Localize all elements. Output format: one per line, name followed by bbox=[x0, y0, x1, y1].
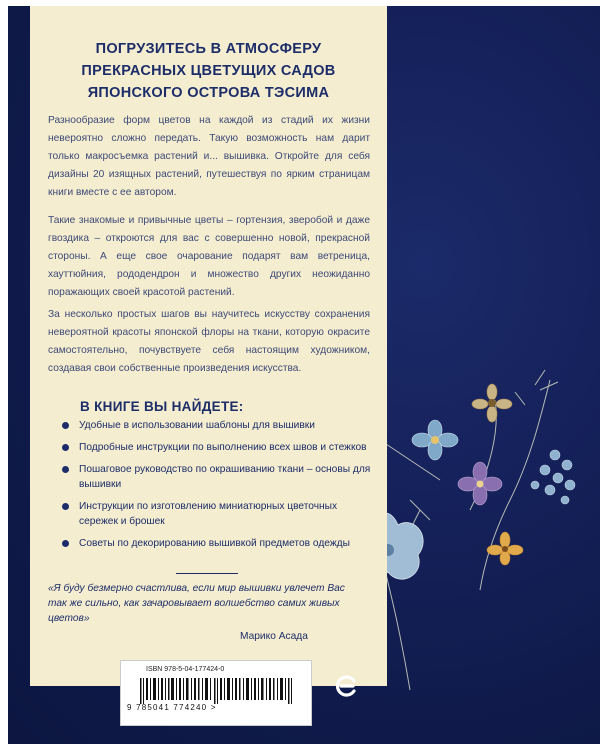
list-item-text: Инструкции по изготовлению миниатюрных цветочных сережек и брошек bbox=[79, 501, 338, 527]
list-item-text: Пошаговое руководство по окрашиванию ткани – основы для вышивки bbox=[79, 464, 371, 490]
publisher-logo-icon bbox=[333, 672, 361, 700]
description-paragraph: Разнообразие форм цветов на каждой из стадий их жизни невероятно сложно передать. Такую возможность нам дарит только макросъемка растений и... вышивка. Откройте для себя дизайны 20 изящных растений, путешествуя по ярким страницам книги вместе с ее автором. bbox=[48, 115, 370, 198]
bullet-icon bbox=[62, 503, 69, 510]
author-name: Марико Асада bbox=[240, 631, 308, 642]
heading-line: ПОГРУЗИТЕСЬ В АТМОСФЕРУ bbox=[95, 41, 322, 57]
list-item-text: Подробные инструкции по выполнению всех швов и стежков bbox=[79, 442, 367, 453]
list-item-text: Советы по декорированию вышивкой предметов одежды bbox=[79, 538, 350, 549]
cover-heading bbox=[45, 38, 372, 104]
description-paragraph: Такие знакомые и привычные цветы – гортензия, зверобой и даже гвоздика – откроются для вас с совершенно новой, прекрасной стороны. А еще свое очарование подарят вам ветреница, хауттюйния, рододендрон и множество других неожиданно поражающих своей красотой растений. bbox=[48, 215, 370, 298]
bullet-icon bbox=[62, 540, 69, 547]
barcode-image bbox=[140, 678, 300, 704]
author-quote: «Я буду безмерно счастлива, если мир вышивки увлечет Вас так же сильно, как зачаровывает волшебство самих живых цветов» bbox=[48, 583, 345, 624]
bullet-icon bbox=[62, 422, 69, 429]
heading-line: ЯПОНСКОГО ОСТРОВА ТЭСИМА bbox=[87, 85, 330, 101]
description-paragraph: За несколько простых шагов вы научитесь искусству сохранения невероятной красоты японской флоры на ткани, которую окрасите самостоятельно, почувствуете себя настоящим художником, создавая свои собственные произведения искусства. bbox=[48, 309, 370, 374]
contents-title: В КНИГЕ ВЫ НАЙДЕТЕ: bbox=[80, 399, 244, 414]
divider bbox=[176, 573, 238, 574]
list-item bbox=[62, 462, 372, 492]
list-item-text: Удобные в использовании шаблоны для вышивки bbox=[79, 420, 315, 431]
list-item bbox=[62, 440, 372, 455]
bullet-icon bbox=[62, 466, 69, 473]
list-item bbox=[62, 418, 372, 433]
list-item bbox=[62, 536, 372, 551]
barcode-digits: 9 785041 774240 > bbox=[127, 703, 217, 712]
bullet-icon bbox=[62, 444, 69, 451]
list-item bbox=[62, 499, 372, 529]
isbn-text: ISBN 978-5-04-177424-0 bbox=[146, 666, 225, 673]
heading-line: ПРЕКРАСНЫХ ЦВЕТУЩИХ САДОВ bbox=[81, 63, 336, 79]
contents-list bbox=[62, 418, 372, 558]
